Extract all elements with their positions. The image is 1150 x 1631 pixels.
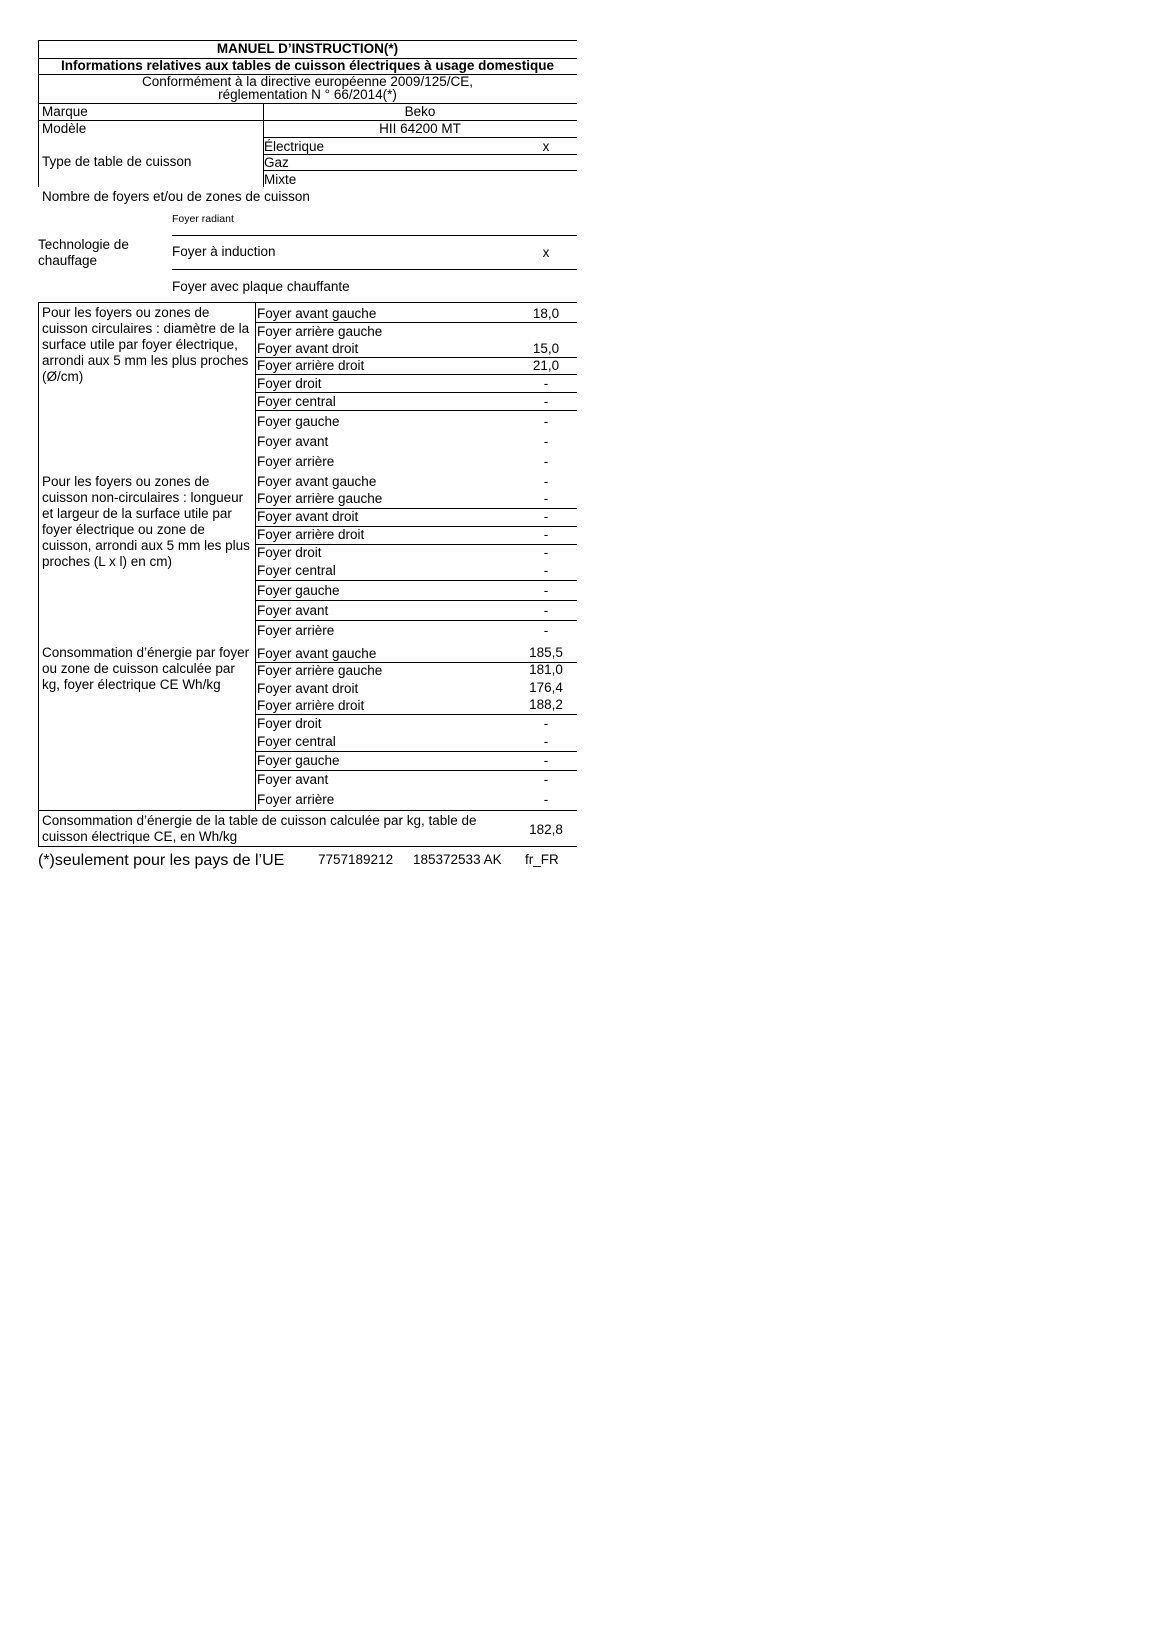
energy-zone-name: Foyer avant droit xyxy=(257,681,359,696)
energy-zone-name: Foyer arrière xyxy=(257,792,335,807)
energy-zone-value: - xyxy=(543,753,549,768)
noncircular-zone-value: - xyxy=(543,474,549,489)
circular-zone-value: - xyxy=(543,394,549,409)
noncircular-zone-value: - xyxy=(543,509,549,524)
directive-line-1: Conformément à la directive européenne 2009/125/CE, xyxy=(142,74,473,89)
noncircular-zone-name: Foyer avant gauche xyxy=(257,474,377,489)
brand-label: Marque xyxy=(42,104,88,119)
energy-zone-name: Foyer arrière droit xyxy=(257,698,365,713)
circular-zones-label: Pour les foyers ou zones de cuisson circulaires : diamètre de la surface utile par foyer électrique, arrondi aux 5 mm les plus proches (Ø/cm) xyxy=(42,305,250,384)
model-value: HII 64200 MT xyxy=(379,121,461,136)
circular-zone-value: 18,0 xyxy=(532,306,560,321)
energy-zone-value: 181,0 xyxy=(529,662,563,677)
brand-value: Beko xyxy=(404,104,436,119)
circular-zone-value: - xyxy=(543,434,549,449)
circular-zone-value: - xyxy=(543,414,549,429)
circular-zone-value: 21,0 xyxy=(532,358,560,373)
energy-zone-name: Foyer avant xyxy=(257,772,329,787)
circular-zone-name: Foyer avant xyxy=(257,434,329,449)
noncircular-zone-name: Foyer gauche xyxy=(257,583,340,598)
noncircular-zone-name: Foyer avant xyxy=(257,603,329,618)
energy-zone-name: Foyer central xyxy=(257,734,336,749)
circular-zone-value: 15,0 xyxy=(532,341,560,356)
energy-zone-value: 188,2 xyxy=(529,697,563,712)
energy-zone-value: - xyxy=(543,734,549,749)
energy-zone-value: - xyxy=(543,716,549,731)
noncircular-zone-value: - xyxy=(543,545,549,560)
hob-type-option: Gaz xyxy=(264,155,289,170)
noncircular-zone-name: Foyer droit xyxy=(257,545,322,560)
noncircular-zone-value: - xyxy=(543,623,549,638)
circular-zone-name: Foyer central xyxy=(257,394,336,409)
heating-option: Foyer avec plaque chauffante xyxy=(172,279,350,294)
energy-zone-value: 176,4 xyxy=(529,680,563,695)
heating-technology-label: Technologie de chauffage xyxy=(38,237,129,268)
noncircular-zone-value: - xyxy=(543,563,549,578)
energy-per-zone-label: Consommation d’énergie par foyer ou zone de cuisson calculée par kg, foyer électrique CE Wh/kg xyxy=(42,645,250,692)
total-energy-value: 182,8 xyxy=(529,822,563,837)
circular-zone-name: Foyer avant droit xyxy=(257,341,359,356)
circular-zone-value: - xyxy=(543,454,549,469)
energy-zone-name: Foyer gauche xyxy=(257,753,340,768)
footer-code-1: 7757189212 xyxy=(318,852,394,867)
hob-type-option: Électrique xyxy=(264,139,325,154)
directive-line-2: réglementation N ° 66/2014(*) xyxy=(218,87,397,102)
footer-code-2: 185372533 AK xyxy=(413,852,502,867)
noncircular-zone-name: Foyer avant droit xyxy=(257,509,359,524)
circular-zone-name: Foyer avant gauche xyxy=(257,306,377,321)
energy-zone-name: Foyer arrière gauche xyxy=(257,663,383,678)
circular-zone-name: Foyer arrière xyxy=(257,454,335,469)
circular-zone-name: Foyer gauche xyxy=(257,414,340,429)
circular-zone-name: Foyer arrière gauche xyxy=(257,324,383,339)
noncircular-zone-value: - xyxy=(543,603,549,618)
noncircular-zones-label: Pour les foyers ou zones de cuisson non-circulaires : longueur et largeur de la surface utile par foyer électrique ou zone de cuisson, arrondi aux 5 mm les plus proches (L x l) en cm) xyxy=(42,474,250,569)
zones-count-label: Nombre de foyers et/ou de zones de cuisson xyxy=(42,189,310,204)
circular-zone-name: Foyer droit xyxy=(257,376,322,391)
noncircular-zone-value: - xyxy=(543,491,549,506)
heating-mark: x xyxy=(542,245,550,260)
energy-zone-name: Foyer avant gauche xyxy=(257,646,377,661)
document-subtitle: Informations relatives aux tables de cuisson électriques à usage domestique xyxy=(61,58,554,73)
footer-locale: fr_FR xyxy=(525,852,559,867)
noncircular-zone-name: Foyer arrière xyxy=(257,623,335,638)
energy-zone-value: 185,5 xyxy=(529,645,563,660)
footer-note: (*)seulement pour les pays de l’UE xyxy=(38,852,285,869)
hob-type-mark: x xyxy=(542,139,550,154)
heating-option: Foyer radiant xyxy=(172,213,234,225)
noncircular-zone-value: - xyxy=(543,583,549,598)
energy-zone-value: - xyxy=(543,792,549,807)
noncircular-zone-name: Foyer central xyxy=(257,563,336,578)
heating-option: Foyer à induction xyxy=(172,244,276,259)
circular-zone-name: Foyer arrière droit xyxy=(257,358,365,373)
hob-type-label: Type de table de cuisson xyxy=(42,154,192,169)
total-energy-label: Consommation d’énergie de la table de cuisson calculée par kg, table de cuisson électrique CE, en Wh/kg xyxy=(42,813,477,844)
energy-zone-value: - xyxy=(543,772,549,787)
noncircular-zone-value: - xyxy=(543,527,549,542)
energy-zone-name: Foyer droit xyxy=(257,716,322,731)
document-title: MANUEL D’INSTRUCTION(*) xyxy=(216,41,399,56)
noncircular-zone-name: Foyer arrière gauche xyxy=(257,491,383,506)
hob-type-option: Mixte xyxy=(264,172,297,187)
circular-zone-value: - xyxy=(543,376,549,391)
noncircular-zone-name: Foyer arrière droit xyxy=(257,527,365,542)
model-label: Modèle xyxy=(42,121,87,136)
